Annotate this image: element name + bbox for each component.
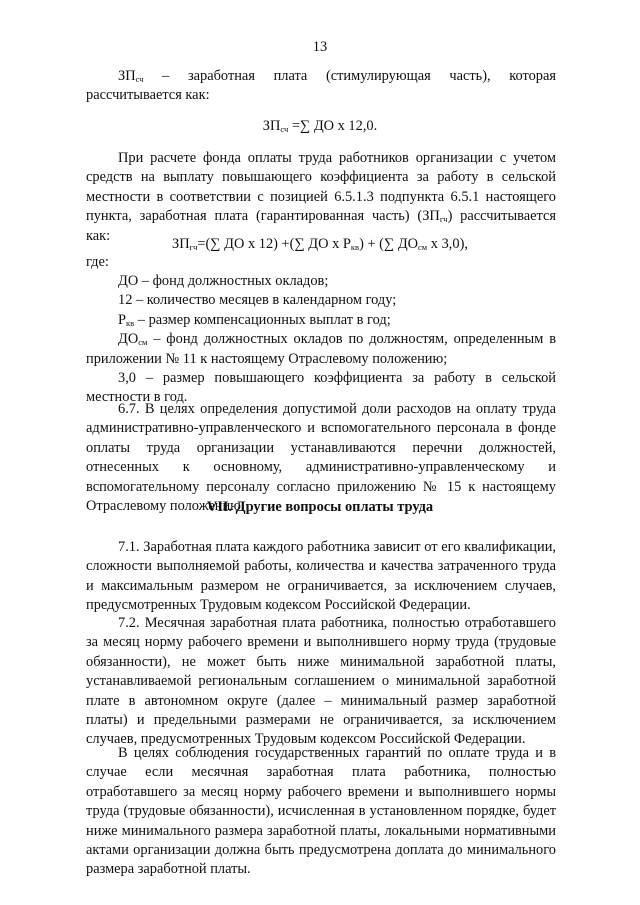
section-heading: VII. Другие вопросы оплаты труда (206, 499, 434, 515)
definitions-list (86, 272, 556, 408)
definition-dosm: $ДО_{см}$ – фонд должностных окладов по должностям, определенным в приложении № 11 к настоящему Отраслевому положению; (86, 331, 556, 367)
definition-12: 12 – количество месяцев в календарном году; (118, 292, 397, 309)
formula-zp-sch: $ЗП_{сч}$ =∑ ДО х 12,0. (262, 118, 378, 134)
definition-do: ДО – фонд должностных окладов; (118, 273, 329, 289)
paragraph-guarantees: В целях соблюдения государственных гарантий по оплате труда и в случае если месячная заработная плата работника, полностью отработавшего за месяц норму рабочего времени и выполнившего нормы труда (трудовые обязанности), исчисленная в установленном порядке, будет ниже минимального размера заработной платы, локальными нормативными актами организации должна быть предусмотрена доплата до минимального размера заработной платы. (86, 745, 556, 878)
where-label: где: (86, 254, 109, 270)
paragraph-zp-sch: $ЗП_{сч}$ – заработная плата (стимулирующая часть), которая рассчитывается как: (86, 68, 556, 104)
formula-zp-gch: $ЗП_{гч}=(\sum$ ДО х 12) +(∑ ДО х $Р_{кв}$) + (∑ $ДО_{см}$ х 3,0), (172, 236, 468, 252)
definition-3-0: 3,0 – размер повышающего коэффициента за работу в сельской местности в год. (86, 370, 556, 406)
definition-rkv: $Р_{кв}$ – размер компенсационных выплат в год; (118, 311, 391, 328)
where-label-block (86, 253, 556, 272)
paragraph-fund-calculation: При расчете фонда оплаты труда работников организации с учетом средств на выплату повышающего коэффициента за работу в сельской местности в соответствии с позицией 6.5.1.3 подпункта 6.5.1 настоящего пункта, заработная плата (гарантированная часть) $(ЗП_{гч})$ рассчитывается как: (86, 150, 556, 244)
paragraph-7-1: 7.1. Заработная плата каждого работника зависит от его квалификации, сложности выполняемой работы, количества и качества затраченного труда и максимальным размером не ограничивается, за исключением случаев, предусмотренных Трудовым кодексом Российской Федерации. (86, 539, 556, 614)
paragraph-6-7: 6.7. В целях определения допустимой доли расходов на оплату труда административно-управленческого и вспомогательного персонала в фонде оплаты труда организации устанавливаются перечни должностей, отнесенных к основному, административно-управленческому и вспомогательному персоналу согласно приложению № 15 к настоящему Отраслевому положению. (86, 401, 556, 515)
paragraph-7-2: 7.2. Месячная заработная плата работника, полностью отработавшего за месяц норму рабочего времени и выполнившего норму труда (трудовые обязанности), не может быть ниже минимальной заработной платы, устанавливаемой региональным соглашением о минимальной заработной плате в автономном округе (далее – минимальный размер заработной платы) и предельными размерами не ограничивается, за исключением случаев, предусмотренных Трудовым кодексом Российской Федерации. (86, 615, 556, 748)
page-number: 13 (312, 39, 328, 55)
